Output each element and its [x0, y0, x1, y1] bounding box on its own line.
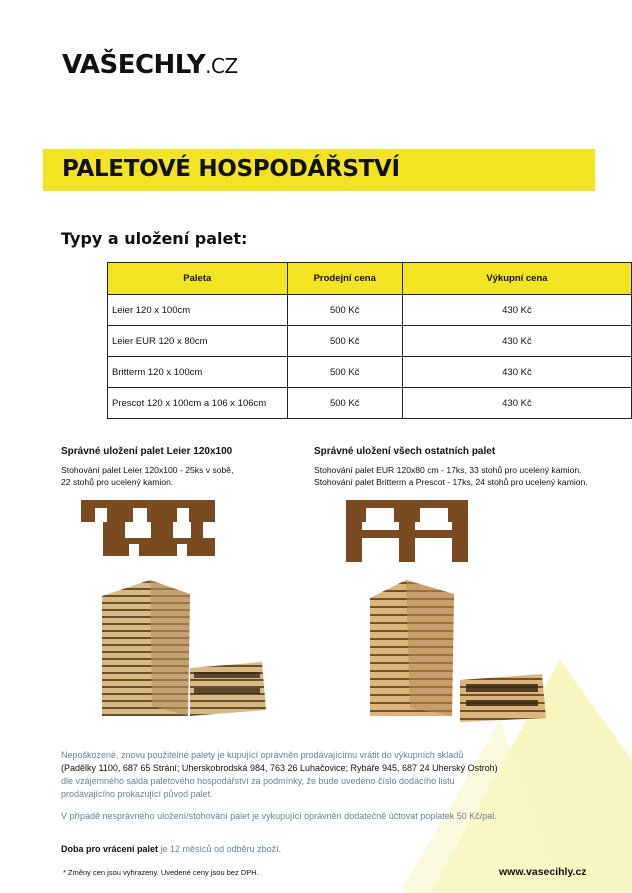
other-stacking-text-1: Stohování palet EUR 120x80 cm - 17ks, 33 stohů pro ucelený kamion. [314, 465, 582, 475]
table-row [108, 357, 632, 388]
table-header-row [108, 263, 632, 295]
eur-stack-photo [362, 576, 552, 726]
leier-stacking-heading: Správné uložení palet Leier 120x100 [61, 446, 233, 457]
other-stacking-text-2: Stohování palet Britterm a Prescot - 17ks, 24 stohů pro ucelený kamion. [314, 477, 588, 487]
other-stacking-heading: Správné uložení všech ostatních palet [314, 446, 496, 457]
buy-price: 430 Kč [402, 295, 631, 326]
sell-price: 500 Kč [287, 295, 402, 326]
logo-tld: .CZ [205, 54, 238, 78]
header-sell-price: Prodejní cena [287, 263, 402, 295]
return-period [61, 843, 281, 856]
eur-stacked-pallet-diagram [346, 500, 468, 562]
pallet-name: Leier 120 x 100cm [108, 295, 288, 326]
return-period-label: Doba pro vrácení palet [61, 844, 159, 854]
header-buy-price: Výkupní cena [402, 263, 631, 295]
buy-price: 430 Kč [402, 357, 631, 388]
section-heading: Typy a uložení palet: [61, 229, 248, 248]
sell-price: 500 Kč [287, 388, 402, 419]
leier-stacking-text-1: Stohování palet Leier 120x100 - 25ks v sobě, [61, 465, 234, 475]
page-title: PALETOVÉ HOSPODÁŘSTVÍ [62, 156, 400, 182]
pallet-price-table [107, 262, 632, 419]
leier-nested-pallet-diagram [81, 500, 215, 562]
company-logo [62, 50, 238, 80]
table-row [108, 326, 632, 357]
buy-price: 430 Kč [402, 388, 631, 419]
incorrect-stacking-fee: V případě nesprávného uložení/stohování palet je vykupující oprávněn dodatečně účtovat poplatek 50 Kč/pal. [61, 811, 497, 821]
leier-stacking-text-2: 22 stohů pro ucelený kamion. [61, 477, 174, 487]
buy-price: 430 Kč [402, 326, 631, 357]
title-banner [43, 149, 595, 191]
leier-stack-photo [90, 576, 270, 726]
table-row [108, 295, 632, 326]
website-link[interactable]: www.vasecihly.cz [499, 866, 587, 878]
logo-main: VAŠECHLY [62, 50, 206, 80]
return-info-line-4: prodávajícího prokazující původ palet. [61, 789, 213, 799]
table-row [108, 388, 632, 419]
header-pallet: Paleta [108, 263, 288, 295]
pallet-name: Prescot 120 x 100cm a 106 x 106cm [108, 388, 288, 419]
return-info-line-1: Nepoškozené, znovu použitelné palety je kupující oprávněn prodávajícímu vrátit do výkupních skladů [61, 750, 464, 760]
return-info-line-3: dle vzájemného salda paletového hospodářství za podmínky, že bude uvedeno číslo dodacího listu [61, 776, 455, 786]
price-note: * Změny cen jsou vyhrazeny. Uvedené ceny jsou bez DPH. [63, 868, 259, 877]
sell-price: 500 Kč [287, 357, 402, 388]
pallet-name: Britterm 120 x 100cm [108, 357, 288, 388]
sell-price: 500 Kč [287, 326, 402, 357]
return-info-warehouses: (Padělky 1100, 687 65 Strání; Uherskobrodská 984, 763 26 Luhačovice; Rybáře 945, 687 24 Uherský Ostroh) [61, 763, 498, 773]
pallet-name: Leier EUR 120 x 80cm [108, 326, 288, 357]
return-period-text: je 12 měsíců od odběru zboží. [158, 844, 282, 854]
